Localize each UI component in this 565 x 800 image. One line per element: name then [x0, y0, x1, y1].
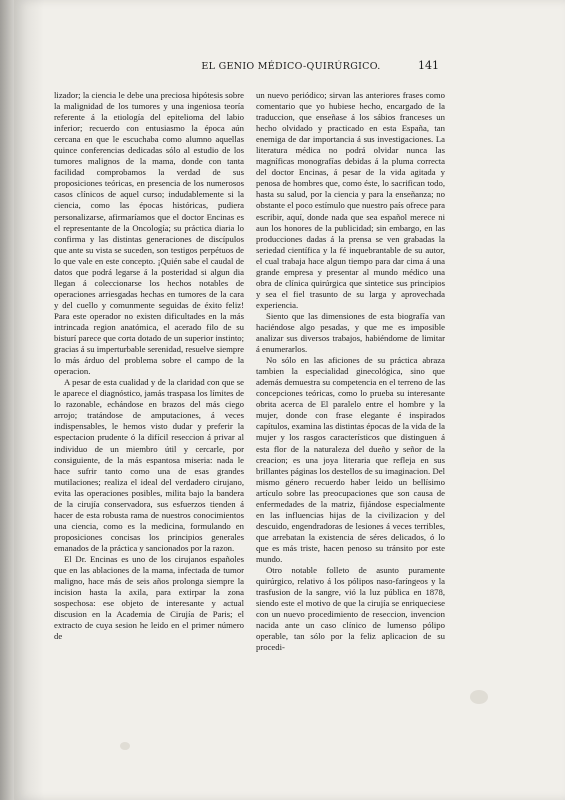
- paper-stain: [470, 690, 488, 704]
- body-paragraph: Otro notable folleto de asunto puramente quirúrgico, relativo á los pólipos naso-faríngeos y la trasfusion de la sangre, vió la luz pública en 1878, siendo este el motivo de que la cirujía se enriqueciese con un nuevo procedimiento de reseccion, invencion nacida ante un caso clínico de lumenso pólipo operable, tan sólo por la feliz aplicacion de su procedi-: [256, 565, 445, 653]
- running-header: EL GENIO MÉDICO-QUIRÚRGICO.: [201, 61, 381, 72]
- book-binding-edge: [0, 0, 14, 800]
- page-number: 141: [418, 59, 439, 72]
- body-paragraph: No sólo en las aficiones de su práctica abraza tambien la especialidad ginecológica, sino que además demuestra su competencia en el terreno de las concepciones teóricas, como lo prueba su interesante obrita acerca de El paralelo entre el hombre y la mujer, donde con frase elegante é inspirados capítulos, examina las distintas épocas de la vida de la mujer y los rasgos característicos que distinguen á esta flor de la naturaleza del dueño y señor de la creacion; es una joya literaria que refleja en sus brillantes páginas los destellos de su imaginacion. Del mismo género recuerdo haber leido un bellísimo artículo sobre las preocupaciones que son causa de enfermedades de la matriz, fijándose especialmente en las influencias hijas de la civilizacion y del descuido, engendradoras de lesiones á veces terribles, que arrebatan la existencia de séres delicados, ó lo que es más triste, hacen penoso su tránsito por este mundo.: [256, 355, 445, 564]
- gutter-shadow: [14, 0, 44, 800]
- left-text-column: [54, 90, 244, 642]
- body-paragraph: un nuevo periódico; sirvan las anteriores frases como comentario que yo hubiese hecho, encargado de la traduccion, que enseñase á los sábios franceses un hecho olvidado y practicado en esta España, tan enemiga de dar importancia á sus investigaciones. La literatura médica no podrá olvidar nunca las magníficas monografías debidas á la pluma correcta del doctor Encinas, á pesar de la vida agitada y penosa de hombres que, como éste, lo sacrifican todo, hasta su salud, por la ciencia y para la enseñanza; no obstante el poco estímulo que nuestro país ofrece para escribir, aquí, donde nada que sea español merece ni aun los honores de la publicidad; sin embargo, en las producciones dadas á la prensa se ven grabadas la seriedad científica y la fé inquebrantable de su autor, el cual trabaja hace algun tiempo para dar cima á una grande empresa y presentar al mundo médico una obra de clínica quirúrgica que sintetice sus principios y sea el fiel trasunto de su larga y aprovechada experiencia.: [256, 90, 445, 310]
- body-paragraph: El Dr. Encinas es uno de los cirujanos españoles que en las ablaciones de la mama, infectada de tumor maligno, hace más de seis años prolonga siempre la incision hasta la axila, para extirpar la zona sospechosa: ese objeto de interesante y actual discusion en la Academia de Cirujía de Paris; el extracto de cuya sesion he leido en el primer número de: [54, 553, 244, 642]
- body-paragraph: A pesar de esta cualidad y de la claridad con que se le aparece el diagnóstico, jamás traspasa los límites de lo razonable, echándose en brazos del más ciego arrojo; tratándose de amputaciones, á veces indispensables, le hemos visto dudar y preferir la espectacion prudente ó la difícil reseccion á privar al individuo de un miembro útil y cercarle, por consiguiente, de la más espantosa miseria: nada le hace sufrir tanto como una de esas grandes mutilaciones; realiza el ideal del verdadero cirujano, evita las operaciones posibles, milita bajo la bandera de la cirujía conservadora, sus esfuerzos tienden á hacer de esta robusta rama de nuestros conocimientos una ciencia, como es la medicina, formulando en proposiciones concisas los principios generales emanados de la práctica y sancionados por la razon.: [54, 377, 244, 553]
- body-paragraph: Siento que las dimensiones de esta biografía van haciéndose algo pesadas, y que me es imposible analizar sus diversos trabajos, habiéndome de limitar á enumerarlos.: [256, 310, 445, 355]
- body-paragraph: lizador; la ciencia le debe una preciosa hipótesis sobre la malignidad de los tumores y una ingeniosa teoría referente á la etiología del epitelioma del labio inferior; recuerdo con entusiasmo la época aún cercana en que le escuchaba como alumno aquellas quince conferencias dedicadas sólo al estudio de los tumores malignos de la mama, donde con tanta facilidad comprobamos la verdad de sus proposiciones teóricas, en presencia de los numerosos casos clínicos de aquel curso; indudablemente si la ciencia, como las épocas históricas, pudiera personalizarse, afirmaríamos que el doctor Encinas es el representante de la Oncología; su práctica diaria lo confirma y las distintas generaciones de discípulos que ante su vista se suceden, son testigos perpétuos de lo que vale en este concepto. ¡Quién sabe el caudal de datos que podrá legarse á la posteridad si algun dia llegan á coleccionarse los hechos notables de operaciones arriesgadas hechas en tumores de la cara y del cuello y comunmente seguidas de éxito feliz! Para este operador no existen dificultades en la más intrincada region anatómica, el acerado filo de su bisturí parece que corta dotado de un superior instinto; gracias á su imperturbable serenidad, resuelve siempre lo más árduo del problema sobre el campo de la operacion.: [54, 90, 244, 377]
- right-text-column: [256, 90, 445, 653]
- paper-stain: [120, 742, 130, 750]
